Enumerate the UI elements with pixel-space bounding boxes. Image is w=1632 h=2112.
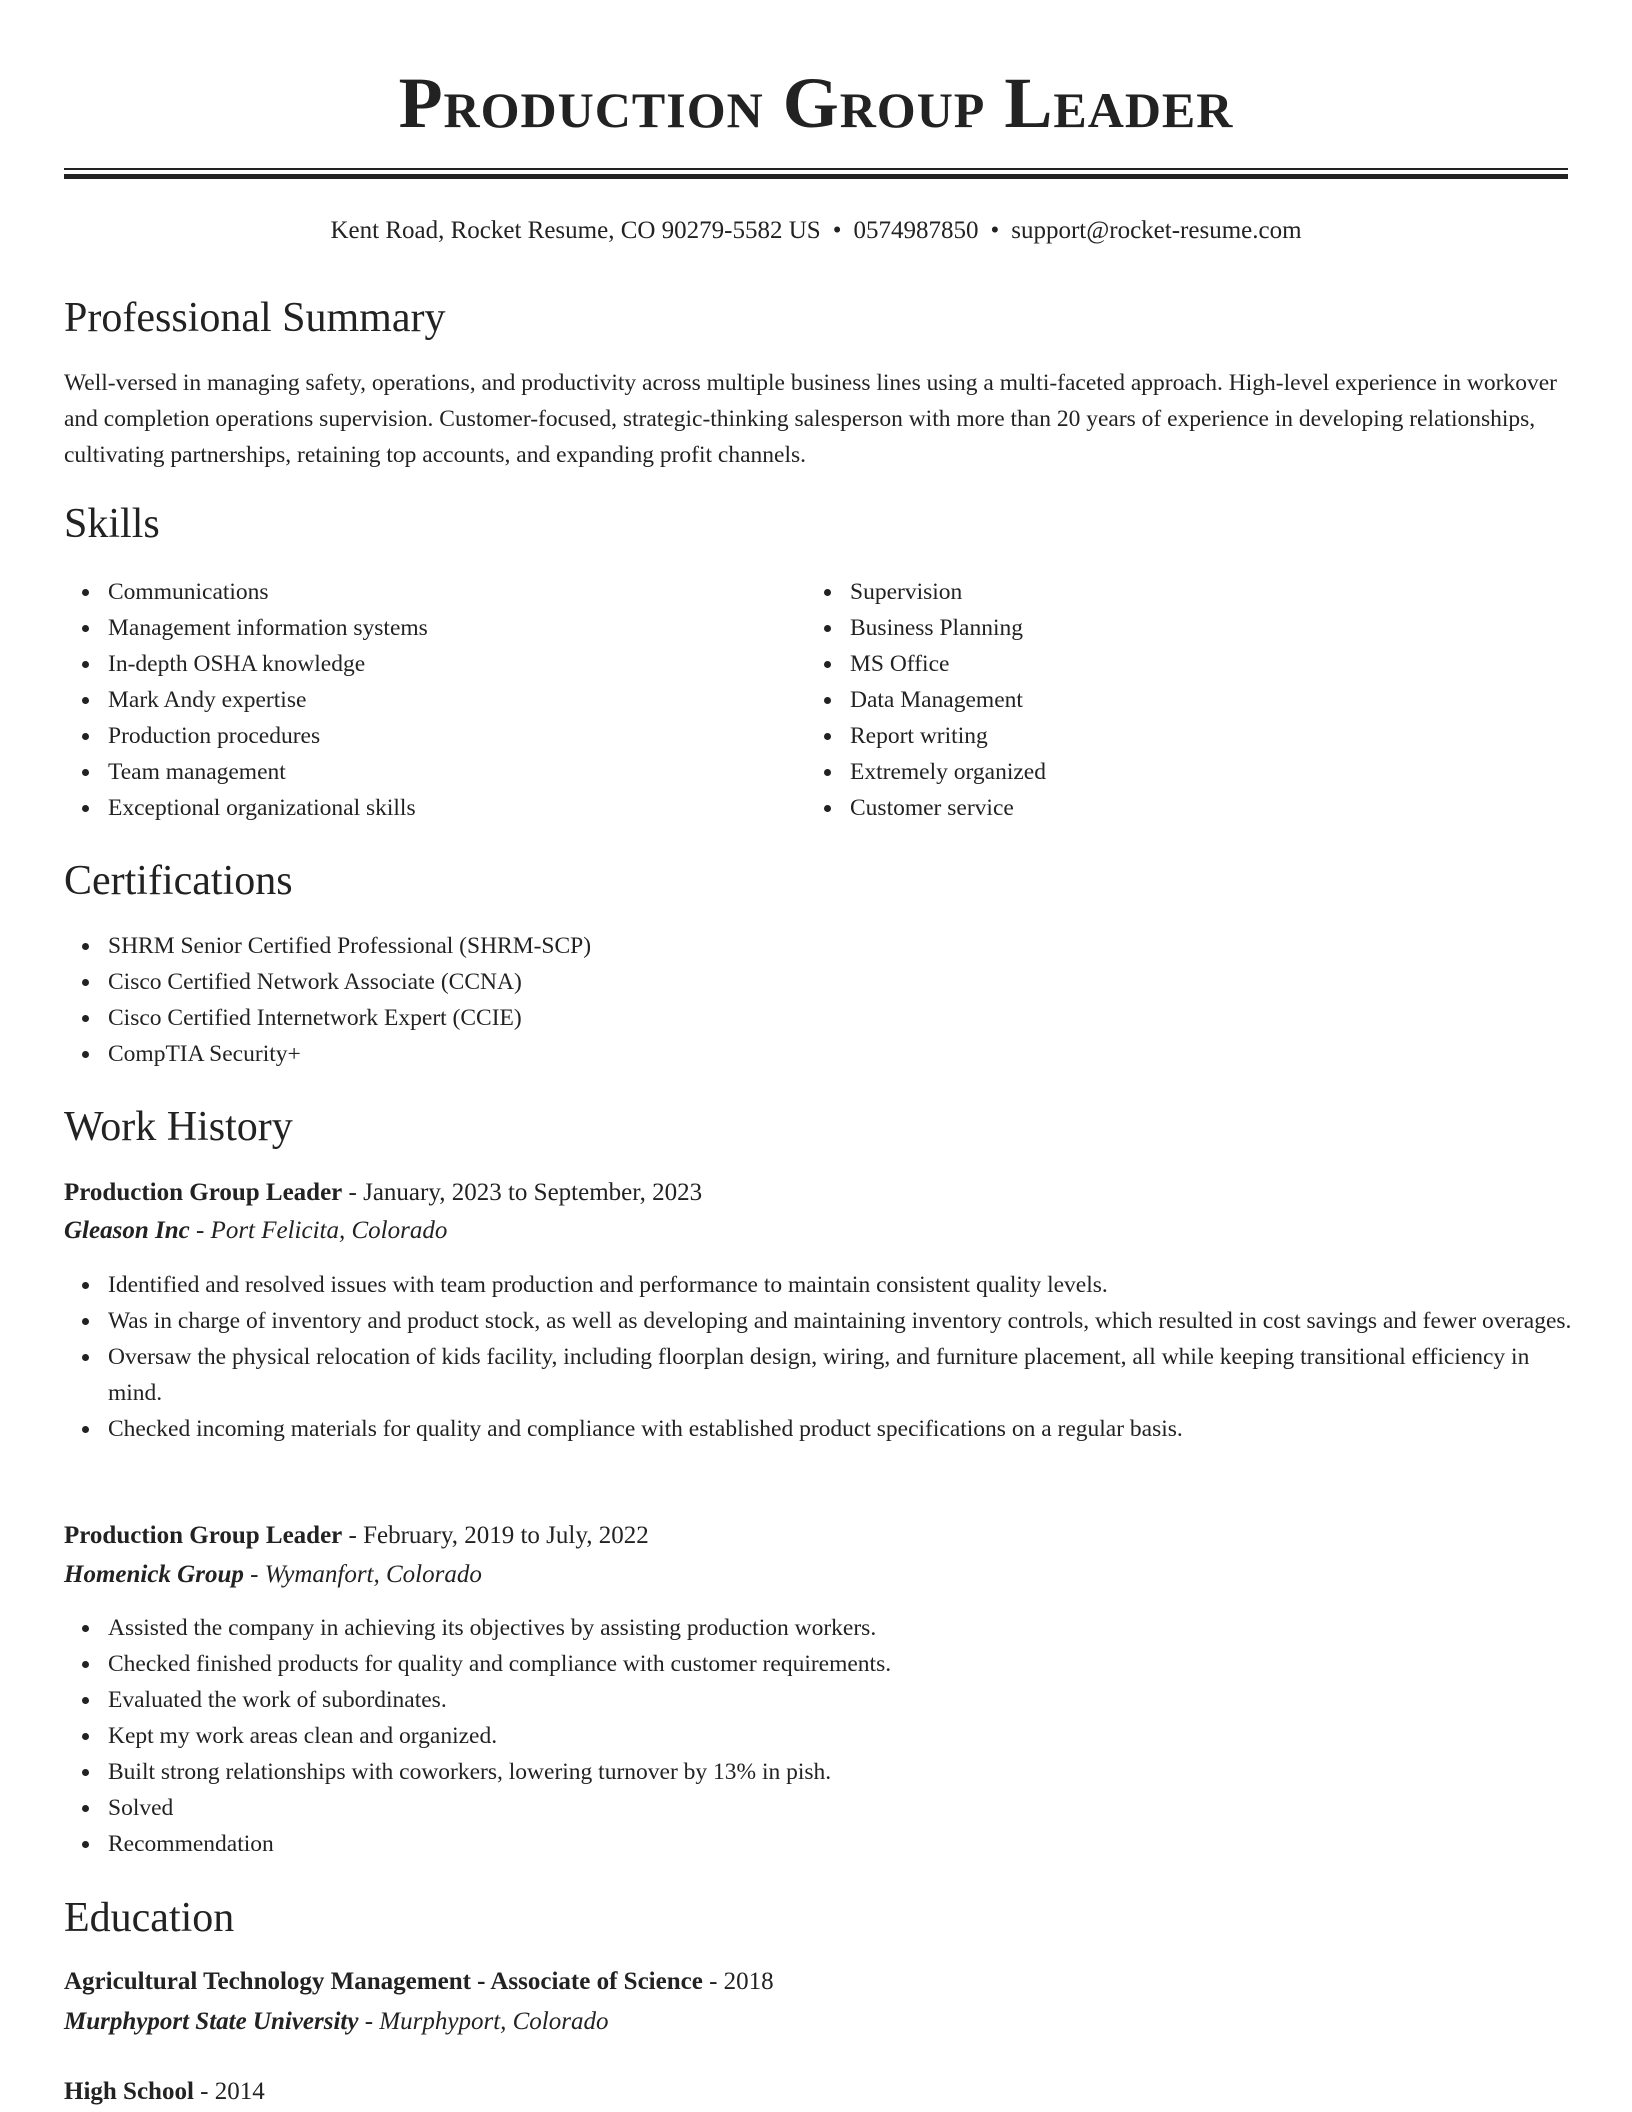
education-heading: Education [64,1895,235,1941]
skill-item: In-depth OSHA knowledge [64,646,804,682]
certifications-heading: Certifications [64,858,293,904]
education-degree-line [64,1964,774,2000]
job-title-line [64,1518,649,1554]
header-rule-thick [64,174,1568,179]
skill-item: Report writing [806,718,1546,754]
resume-name: Production Group Leader [398,63,1234,143]
job-location: - Port Felicita, Colorado [195,1217,448,1244]
education-degree: High School [64,2078,194,2105]
summary-text: Well-versed in managing safety, operations, and productivity across multiple business lines using a multi-faceted approach. High-level experience in workover and completion operations supervision. Customer-focused, strategic-thinking salesperson with more than 20 years of experience in developing relationships, cultivating partnerships, retaining top accounts, and expanding profit channels. [64,370,1557,468]
job-bullet: Checked finished products for quality and compliance with customer requirements. [64,1646,1568,1682]
skill-item: Communications [64,574,804,610]
contact-line [64,214,1568,248]
job-bullet: Oversaw the physical relocation of kids facility, including floorplan design, wiring, and furniture placement, all while keeping transitional efficiency in mind. [64,1339,1584,1411]
job-bullet: Evaluated the work of subordinates. [64,1682,1568,1718]
skill-item: MS Office [806,646,1546,682]
job-bullet: Recommendation [64,1826,1568,1862]
work-history-heading: Work History [64,1104,293,1150]
education-location: - Murphyport, Colorado [364,2008,609,2035]
job-company: Homenick Group [64,1561,244,1588]
contact-separator: • [832,217,842,244]
job-bullets [64,1610,1568,1862]
job-bullet: Identified and resolved issues with team production and performance to maintain consistent quality levels. [64,1267,1584,1303]
contact-phone: 0574987850 [853,217,979,244]
skill-item: Supervision [806,574,1546,610]
summary-heading: Professional Summary [64,295,446,341]
job-bullets [64,1267,1584,1447]
skills-list-left [64,574,804,826]
job-company: Gleason Inc [64,1217,190,1244]
skill-item: Team management [64,754,804,790]
education-degree: Agricultural Technology Management - Associate of Science [64,1968,703,1995]
certification-item: CompTIA Security+ [64,1036,1568,1072]
certification-item: SHRM Senior Certified Professional (SHRM-SCP) [64,928,1568,964]
job-company-line [64,1213,447,1249]
job-bullet: Built strong relationships with coworkers, lowering turnover by 13% in pish. [64,1754,1568,1790]
job-location: - Wymanfort, Colorado [250,1561,482,1588]
job-bullet: Solved [64,1790,1568,1826]
job-dates: - January, 2023 to September, 2023 [348,1179,703,1206]
job-dates: - February, 2019 to July, 2022 [348,1522,649,1549]
skill-item: Mark Andy expertise [64,682,804,718]
header-rule-thin [64,168,1568,170]
certification-item: Cisco Certified Network Associate (CCNA) [64,964,1568,1000]
job-title-line [64,1175,702,1211]
skills-heading: Skills [64,501,160,547]
skill-item: Exceptional organizational skills [64,790,804,826]
contact-separator: • [990,217,1000,244]
job-bullet: Assisted the company in achieving its objectives by assisting production workers. [64,1610,1568,1646]
education-school-line [64,2004,608,2040]
education-degree-line [64,2074,265,2110]
certifications-list [64,928,1568,1072]
skill-item: Management information systems [64,610,804,646]
job-company-line [64,1557,482,1593]
certification-item: Cisco Certified Internetwork Expert (CCIE) [64,1000,1568,1036]
education-year: - 2014 [200,2078,265,2105]
skill-item: Data Management [806,682,1546,718]
job-bullet: Kept my work areas clean and organized. [64,1718,1568,1754]
job-bullet: Was in charge of inventory and product stock, as well as developing and maintaining inventory controls, which resulted in cost savings and fewer overages. [64,1303,1584,1339]
education-school: Murphyport State University [64,2008,359,2035]
job-title: Production Group Leader [64,1522,343,1549]
job-title: Production Group Leader [64,1179,343,1206]
contact-address: Kent Road, Rocket Resume, CO 90279-5582 US [330,217,821,244]
skill-item: Extremely organized [806,754,1546,790]
job-bullet: Checked incoming materials for quality and compliance with established product specifications on a regular basis. [64,1411,1584,1447]
skill-item: Customer service [806,790,1546,826]
skills-list-right [806,574,1546,826]
skill-item: Production procedures [64,718,804,754]
education-year: - 2018 [709,1968,774,1995]
skill-item: Business Planning [806,610,1546,646]
contact-email: support@rocket-resume.com [1011,217,1302,244]
